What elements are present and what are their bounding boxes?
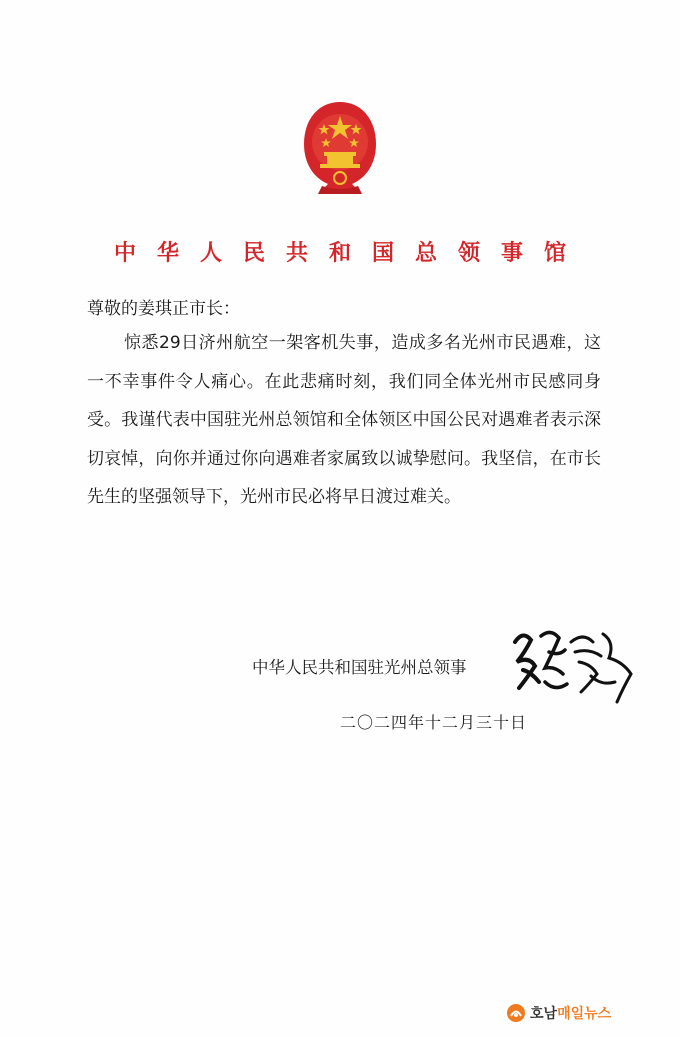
letter-date: 二〇二四年十二月三十日 (340, 713, 528, 732)
watermark-brand-part1: 호남 (530, 1006, 558, 1022)
watermark-brand-part2: 매일뉴스 (557, 1006, 612, 1022)
handwritten-signature (505, 612, 645, 712)
letterhead-title: 中华人民共和国总领事馆 (113, 240, 587, 266)
signature-organization: 中华人民共和国驻光州总领事 (252, 658, 467, 677)
letter-body: 惊悉29日济州航空一架客机失事，造成多名光州市民遇难，这一不幸事件令人痛心。在此悲痛时刻，我们同全体光州市民感同身受。我谨代表中国驻光州总领馆和全体领区中国公民对遇难者表示深切哀悼，向你并通过你向遇难者家属致以诚挚慰问。我坚信，在市长先生的坚强领导下，光州市民必将早日渡过难关。 (87, 333, 601, 508)
news-logo-icon (506, 1003, 526, 1023)
salutation: 尊敬的姜琪正市长： (87, 299, 240, 319)
news-watermark (506, 1002, 611, 1024)
national-emblem-icon (300, 98, 380, 202)
